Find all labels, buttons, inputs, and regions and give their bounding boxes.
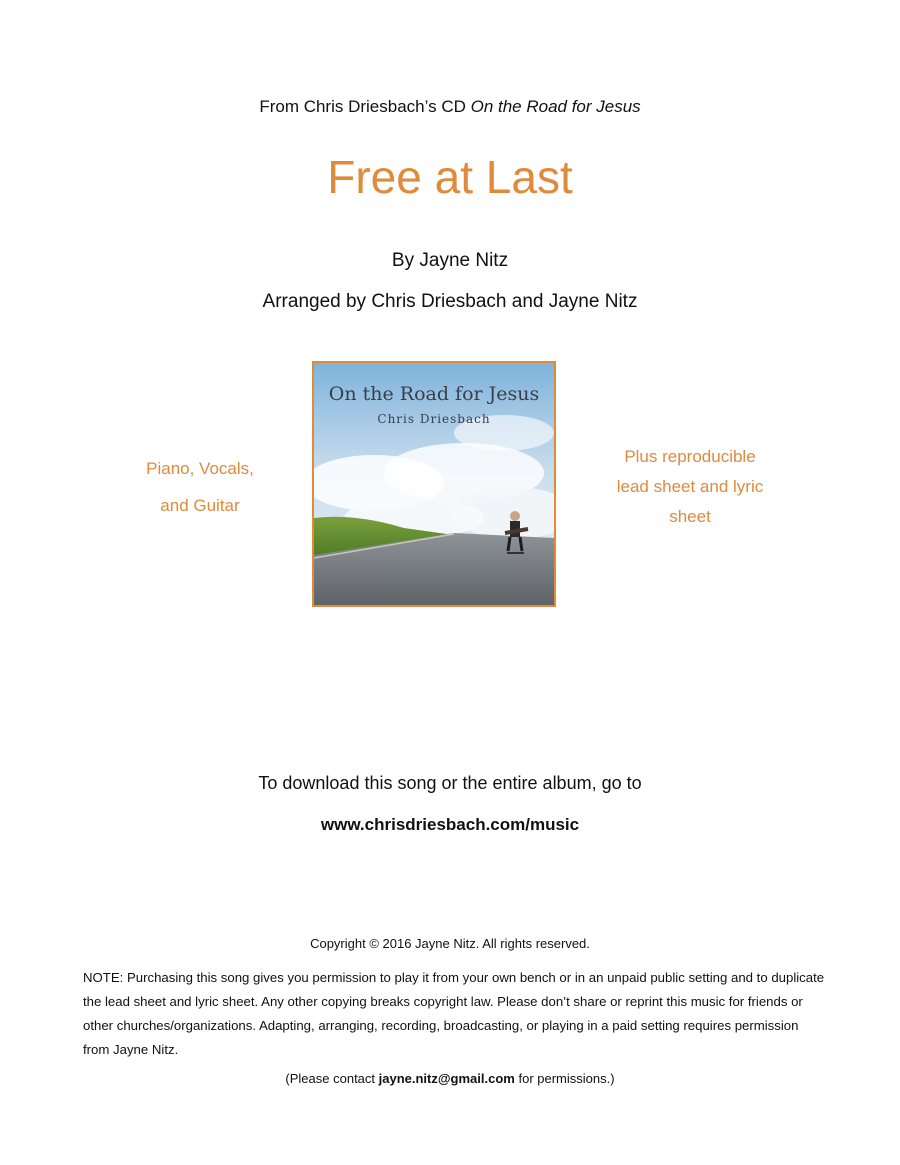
instrumentation-note [120, 450, 280, 524]
copyright-notice: Copyright © 2016 Jayne Nitz. All rights reserved. [310, 936, 590, 951]
download-instruction: To download this song or the entire album, go to [258, 773, 642, 793]
extras-line-2: lead sheet and lyric [616, 477, 764, 496]
cover-artist: Chris Driesbach [377, 412, 491, 426]
contact-email-link[interactable]: jayne.nitz@gmail.com [378, 1071, 515, 1086]
usage-note: NOTE: Purchasing this song gives you permission to play it from your own bench or in an unpaid public setting and to duplicate the lead sheet and lyric sheet. Any other copying breaks copyright law. Please don’t share or reprint this music for friends or other churches/organizations. Adapting, arranging, recording, broadcasting, or playing in a paid setting requires permission from Jayne Nitz. [83, 970, 825, 1057]
instrumentation-line-2: and Guitar [160, 496, 240, 515]
byline: By Jayne Nitz [391, 250, 509, 271]
extras-note [595, 442, 785, 532]
contact-prefix: (Please contact [285, 1071, 379, 1086]
download-url-link[interactable]: www.chrisdriesbach.com/music [320, 815, 580, 834]
song-title: Free at Last [327, 151, 573, 203]
source-line [0, 97, 900, 117]
extras-line-1: Plus reproducible [624, 447, 756, 466]
contact-line [0, 1071, 900, 1086]
album-cover-image [312, 361, 556, 607]
arranger-line: Arranged by Chris Driesbach and Jayne Nitz [262, 291, 638, 312]
source-prefix: From Chris Driesbach’s CD [259, 97, 471, 116]
album-title: On the Road for Jesus [470, 97, 641, 116]
cover-title: On the Road for Jesus [328, 383, 540, 405]
contact-suffix: for permissions.) [514, 1071, 615, 1086]
instrumentation-line-1: Piano, Vocals, [146, 459, 254, 478]
extras-line-3: sheet [669, 507, 711, 526]
